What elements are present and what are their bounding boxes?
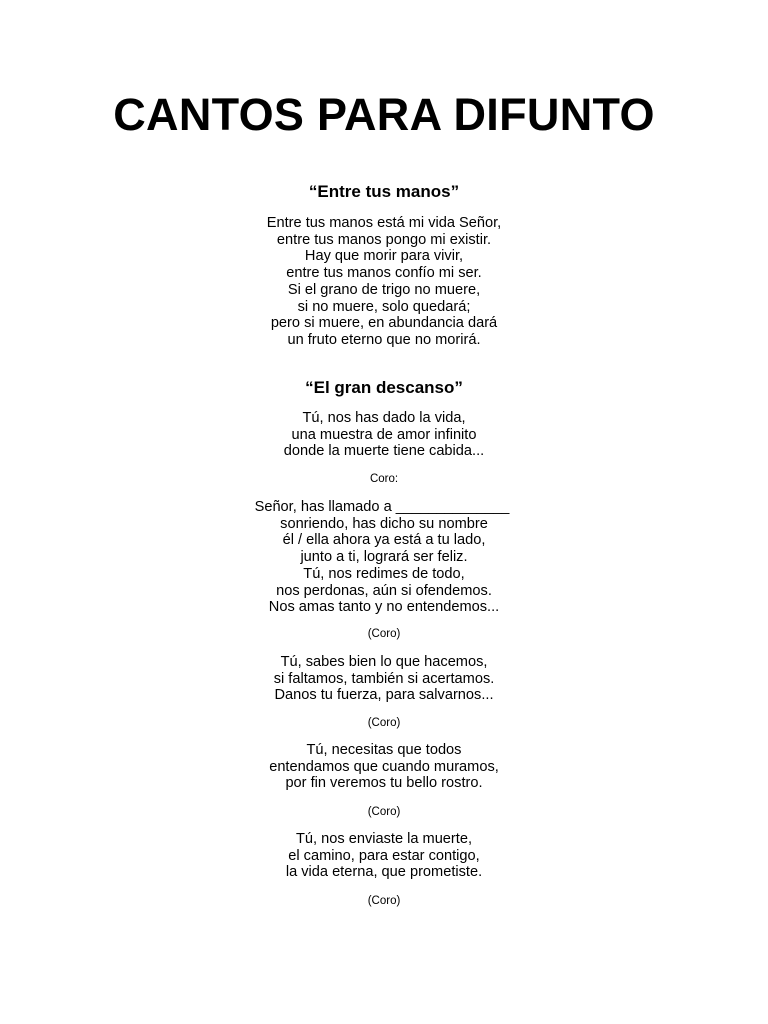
lyric-line: la vida eterna, que prometiste. <box>285 864 483 881</box>
lyric-line: entre tus manos confío mi ser. <box>286 265 482 282</box>
lyric-line: junto a ti, logrará ser feliz. <box>300 549 468 566</box>
lyric-line: sonriendo, has dicho su nombre <box>280 515 488 532</box>
lyric-line: entendamos que cuando muramos, <box>269 758 499 775</box>
lyric-line: si faltamos, también si acertamos. <box>273 670 495 687</box>
song-title-entre-tus-manos: “Entre tus manos” <box>308 182 460 201</box>
lyric-line: donde la muerte tiene cabida... <box>283 443 485 460</box>
lyric-line: Entre tus manos está mi vida Señor, <box>266 215 502 231</box>
lyric-line: nos perdonas, aún si ofendemos. <box>276 582 492 599</box>
chorus-label: Coro: <box>369 473 399 485</box>
chorus-stanza <box>0 499 768 616</box>
lyric-line: el camino, para estar contigo, <box>288 847 480 864</box>
page-title: CANTOS PARA DIFUNTO <box>113 89 655 140</box>
lyric-line: si no muere, solo quedará; <box>297 298 471 315</box>
lyric-line: Señor, has llamado a ______________ <box>254 499 510 515</box>
lyric-line: Tú, necesitas que todos <box>306 742 462 758</box>
song-stanza <box>0 654 768 704</box>
song-stanza <box>0 742 768 792</box>
lyric-line: un fruto eterno que no morirá. <box>287 331 481 348</box>
lyric-line: una muestra de amor infinito <box>291 426 477 443</box>
lyric-line: por fin veremos tu bello rostro. <box>285 775 483 792</box>
chorus-refrain-marker: (Coro) <box>367 628 401 640</box>
chorus-refrain-marker: (Coro) <box>367 717 401 729</box>
lyric-line: Tú, nos enviaste la muerte, <box>295 831 473 847</box>
lyric-line: Nos amas tanto y no entendemos... <box>268 599 500 616</box>
chorus-refrain-marker: (Coro) <box>367 895 401 907</box>
lyric-line: Hay que morir para vivir, <box>304 248 464 265</box>
lyric-line: Si el grano de trigo no muere, <box>287 281 481 298</box>
chorus-refrain-marker: (Coro) <box>367 806 401 818</box>
song-stanza <box>0 831 768 881</box>
lyric-line: Tú, nos has dado la vida, <box>302 410 466 426</box>
song-title-el-gran-descanso: “El gran descanso” <box>305 378 463 397</box>
lyric-line: Tú, sabes bien lo que hacemos, <box>280 654 488 670</box>
song-stanza <box>0 410 768 460</box>
lyric-line: pero si muere, en abundancia dará <box>270 315 498 332</box>
lyric-line: Danos tu fuerza, para salvarnos... <box>274 687 494 704</box>
song-stanza <box>0 215 768 349</box>
lyric-line: él / ella ahora ya está a tu lado, <box>282 532 486 549</box>
lyric-line: entre tus manos pongo mi existir. <box>276 231 492 248</box>
lyric-line: Tú, nos redimes de todo, <box>303 565 465 582</box>
